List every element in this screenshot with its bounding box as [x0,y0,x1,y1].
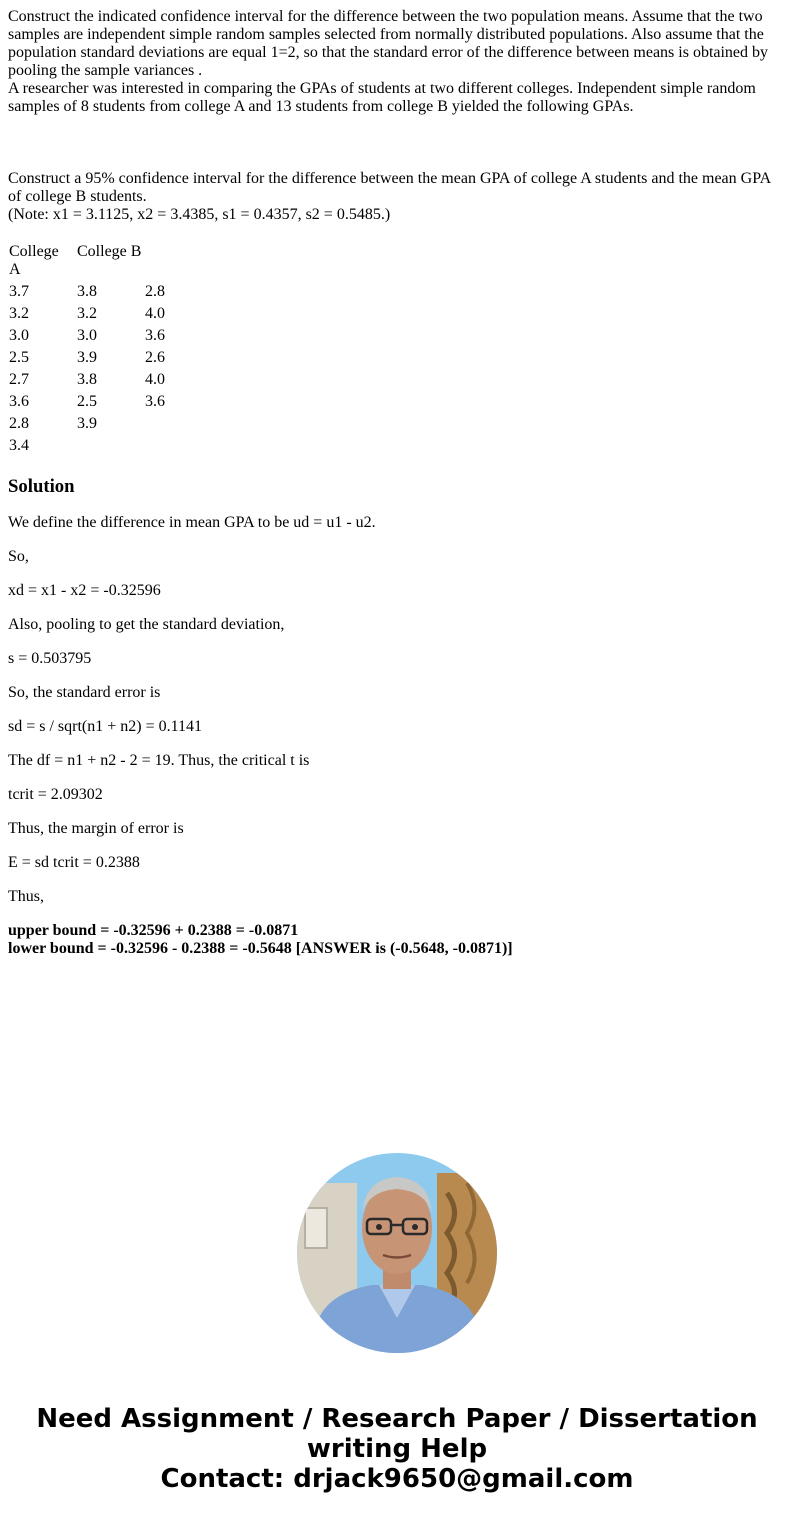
table-cell: 2.7 [9,371,29,388]
table-cell: 2.8 [145,283,165,300]
question-scenario: A researcher was interested in comparing the GPAs of students at two different colleges. Independent simple random samples of 8 students from college A and 13 students from college B yielded the following GPAs. [8,80,756,115]
table-row [8,304,166,324]
solution-line: E = sd tcrit = 0.2388 [8,854,140,871]
table-header-row [8,242,166,280]
table-cell: 3.2 [9,305,29,322]
solution-line: Thus, the margin of error is [8,820,184,837]
upper-bound: upper bound = -0.32596 + 0.2388 = -0.0871 [8,922,299,939]
table-row [8,282,166,302]
table-row [8,370,166,390]
table-cell: 2.8 [9,415,29,432]
solution-line: s = 0.503795 [8,650,92,667]
footer-contact: Contact: drjack9650@gmail.com [160,1464,634,1494]
table-cell: 2.5 [9,349,29,366]
table-cell [76,436,142,456]
solution-body [8,514,786,958]
table-cell: 3.0 [77,327,97,344]
question-content [8,8,786,958]
lower-bound: lower bound = -0.32596 - 0.2388 = -0.5648 [ANSWER is (-0.5648, -0.0871)] [8,940,513,957]
table-row [8,436,166,456]
footer-banner [0,1404,794,1494]
solution-line: sd = s / sqrt(n1 + n2) = 0.1141 [8,718,203,735]
table-cell: 3.6 [9,393,29,410]
table-cell: 3.6 [145,327,165,344]
question-task: Construct a 95% confidence interval for the difference between the mean GPA of college A students and the mean GPA of college B students. [8,170,771,205]
table-row [8,348,166,368]
solution-line: xd = x1 - x2 = -0.32596 [8,582,161,599]
table-cell: 3.4 [9,437,29,454]
solution-line: Thus, [8,888,44,905]
solution-line: So, [8,548,29,565]
solution-line: The df = n1 + n2 - 2 = 19. Thus, the critical t is [8,752,310,769]
answer-bounds [8,922,786,958]
table-row [8,414,166,434]
table-cell: 4.0 [145,305,165,322]
blank-gap [8,116,786,170]
table-cell: 2.5 [77,393,97,410]
solution-line: We define the difference in mean GPA to be ud = u1 - u2. [8,514,376,531]
table-cell: 3.9 [77,349,97,366]
question-note: (Note: x1 = 3.1125, x2 = 3.4385, s1 = 0.4357, s2 = 0.5485.) [8,206,391,223]
table-row [8,392,166,412]
table-row [8,326,166,346]
footer-line-1: Need Assignment / Research Paper / Dissertation [36,1404,758,1434]
question-intro: Construct the indicated confidence interval for the difference between the two population means. Assume that the two samples are independent simple random samples selected from normally distributed populations. Also assume that the population standard deviations are equal 1=2, so that the standard error of the difference between means is obtained by pooling the sample variances . [8,8,769,79]
tutor-photo-icon [297,1153,497,1353]
solution-line: Also, pooling to get the standard deviation, [8,616,285,633]
footer-line-2: writing Help [306,1434,488,1464]
header-college-a: College A [9,243,59,278]
header-college-b: College B [77,243,142,260]
table-cell: 3.0 [9,327,29,344]
solution-line: tcrit = 2.09302 [8,786,103,803]
table-cell [144,436,166,456]
table-cell [144,414,166,434]
table-cell: 3.2 [77,305,97,322]
table-cell: 3.7 [9,283,29,300]
table-cell: 3.8 [77,371,97,388]
table-cell: 4.0 [145,371,165,388]
solution-line: So, the standard error is [8,684,161,701]
tutor-avatar [297,1153,497,1353]
solution-heading: Solution [8,476,75,497]
table-cell: 2.6 [145,349,165,366]
gpa-table [6,240,168,458]
table-cell: 3.8 [77,283,97,300]
table-cell: 3.6 [145,393,165,410]
table-cell: 3.9 [77,415,97,432]
